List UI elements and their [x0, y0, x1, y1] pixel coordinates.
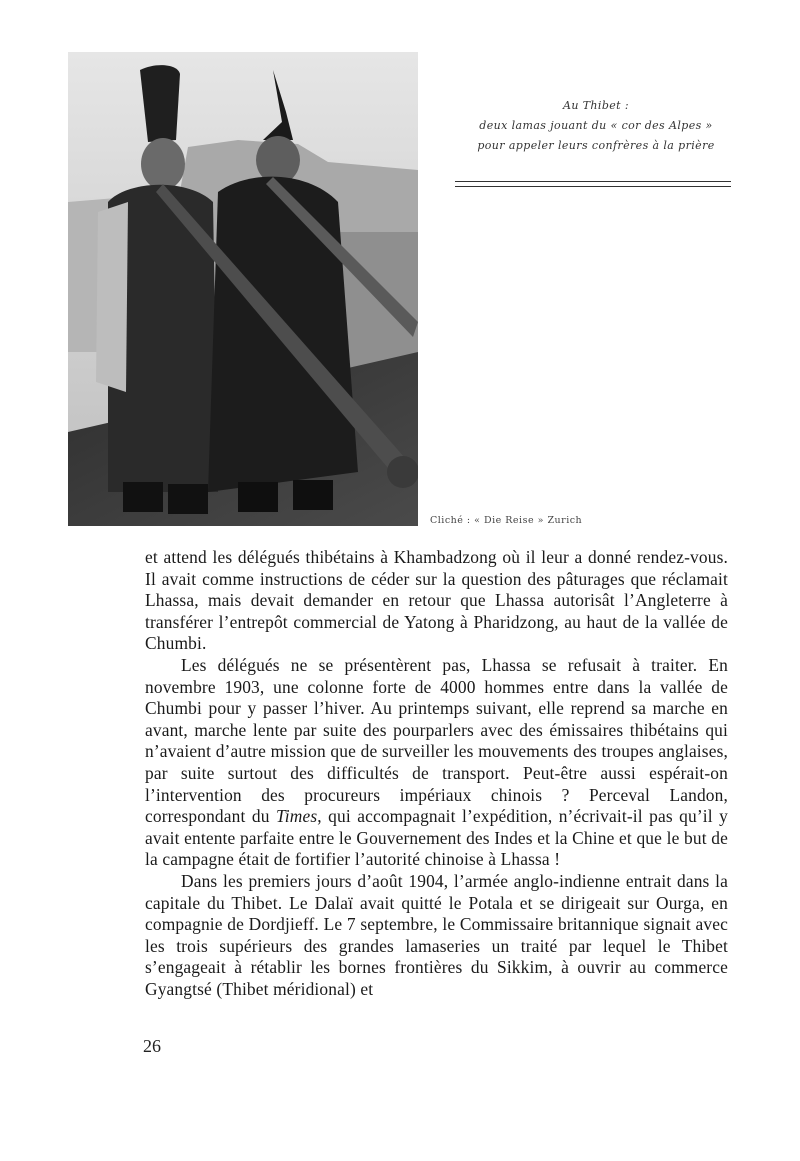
paragraph-3: Dans les premiers jours d’août 1904, l’armée anglo-indienne entrait dans la capitale du Thibet. Le Dalaï avait quitté le Potala et se dirigeait sur Ourga, en compagnie de Dordjieff. Le 7 septembre, le Commissaire britannique signait avec les trois supérieurs des grandes lamaseries un traité par lequel le Thibet s’engageait à rétablir les bornes frontières du Sikkim, à ouvrir au commerce Gyangtsé (Thibet méridional) et	[145, 870, 728, 999]
page-number: 26	[143, 1036, 161, 1056]
photo-two-lamas-blowing-horns	[68, 52, 418, 526]
caption-line-1: Au Thibet :	[562, 99, 630, 112]
caption-line-2: deux lamas jouant du « cor des Alpes »	[479, 119, 713, 132]
paragraph-2-text: Les délégués ne se présentèrent pas, Lhassa se refusait à traiter. En novembre 1903, une colonne forte de 4000 hommes entre dans la vallée de Chumbi pour y passer l’hiver. Au printemps suivant, elle reprend sa marche en avant, marche lente par suite des pourparlers avec des émissaires thibétains qui n’avaient d’autre mission que de surveiller les mouvements des troupes anglaises, par suite surtout des difficultés de transport. Peut-être aussi espérait-on l’intervention des procureurs impériaux chinois ? Perceval Landon, correspondant du	[145, 654, 728, 827]
photo-caption	[450, 96, 742, 156]
caption-line-3: pour appeler leurs confrères à la prière	[477, 139, 715, 152]
paragraph-2	[145, 655, 728, 871]
body-text	[145, 547, 728, 1000]
photo-credit: Cliché : « Die Reise » Zurich	[430, 515, 583, 526]
paragraph-2-text-end: , qui accompagnait l’expédition, n’écrivait-il pas qu’il y avait entente parfaite entre le Gouvernement des Indes et la Chine et que le but de la campagne était de fortifier l’autorité chinoise à Lhassa !	[145, 806, 728, 870]
caption-double-rule	[455, 181, 731, 187]
paragraph-1: et attend les délégués thibétains à Khambadzong où il leur a donné rendez-vous. Il avait comme instructions de céder sur la question des pâturages que réclamait Lhassa, mais devait demander en retour que Lhassa autorisât l’Angleterre à transférer l’entrepôt commercial de Yatong à Pharidzong, au haut de la vallée de Chumbi.	[145, 547, 728, 654]
times-italic: Times	[275, 806, 318, 827]
